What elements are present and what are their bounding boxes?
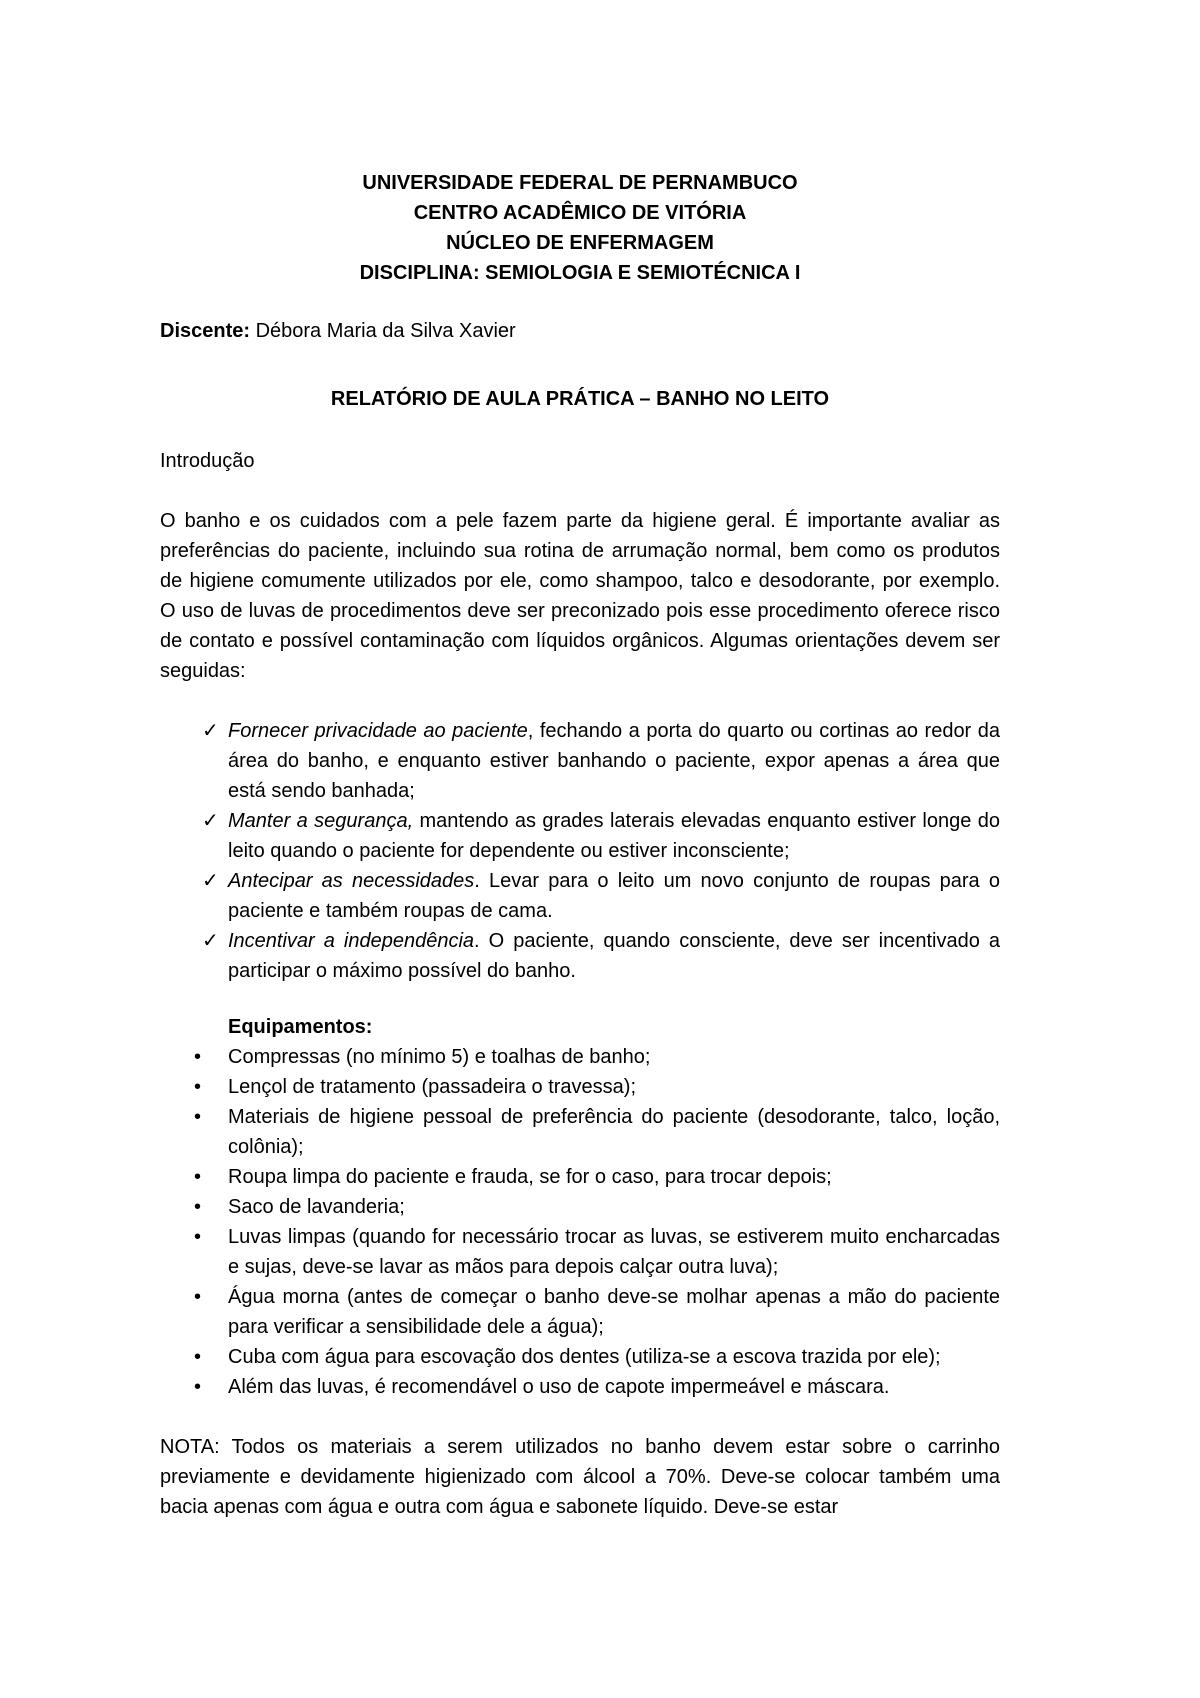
list-item (160, 1192, 1000, 1222)
header-line-disciplina: DISCIPLINA: SEMIOLOGIA E SEMIOTÉCNICA I (359, 262, 801, 284)
header-line-center: CENTRO ACADÊMICO DE VITÓRIA (413, 202, 747, 224)
list-item-text: Além das luvas, é recomendável o uso de capote impermeável e máscara. (228, 1376, 890, 1398)
list-item-text: Lençol de tratamento (passadeira o travessa); (228, 1076, 636, 1098)
checklist-item (160, 926, 1000, 986)
checklist-item-text: , fechando a porta do quarto ou cortinas ao redor da área do banho, e enquanto estiver banhando o paciente, expor apenas a área que está sendo banhada; (228, 720, 1000, 802)
list-item (160, 1042, 1000, 1072)
checklist-item-text: mantendo as grades laterais elevadas enquanto estiver longe do leito quando o paciente for dependente ou estiver inconsciente; (228, 810, 1000, 862)
checklist-item (160, 866, 1000, 926)
list-item-text: Água morna (antes de começar o banho deve-se molhar apenas a mão do paciente para verificar a sensibilidade dele a água); (228, 1286, 1000, 1338)
note-paragraph: NOTA: Todos os materiais a serem utilizados no banho devem estar sobre o carrinho previamente e devidamente higienizado com álcool a 70%. Deve-se colocar também uma bacia apenas com água e outra com água e sabonete líquido. Deve-se estar (160, 1436, 1000, 1518)
checkmark-icon: ✓ (202, 930, 219, 952)
list-item (160, 1162, 1000, 1192)
bullet-icon: • (194, 1346, 202, 1368)
checkmark-icon: ✓ (202, 720, 219, 742)
checklist-item-text: . Levar para o leito um novo conjunto de roupas para o paciente e também roupas de cama. (228, 870, 1000, 922)
bullet-icon: • (194, 1106, 202, 1128)
checklist-item-text: . O paciente, quando consciente, deve ser incentivado a participar o máximo possível do banho. (228, 930, 1000, 982)
header-line-university: UNIVERSIDADE FEDERAL DE PERNAMBUCO (362, 172, 798, 194)
checklist-item (160, 806, 1000, 866)
checklist-item-lead: Manter a segurança, (228, 810, 414, 832)
bullet-icon: • (194, 1226, 202, 1248)
intro-paragraph: O banho e os cuidados com a pele fazem parte da higiene geral. É importante avaliar as preferências do paciente, incluindo sua rotina de arrumação normal, bem como os produtos de higiene comumente utilizados por ele, como shampoo, talco e desodorante, por exemplo. O uso de luvas de procedimentos deve ser preconizado pois esse procedimento oferece risco de contato e possível contaminação com líquidos orgânicos. Algumas orientações devem ser seguidas: (160, 510, 1000, 682)
bullet-icon: • (194, 1196, 202, 1218)
checklist-item-lead: Fornecer privacidade ao paciente (228, 720, 528, 742)
equipment-heading: Equipamentos: (228, 1016, 373, 1038)
list-item (160, 1072, 1000, 1102)
list-item (160, 1372, 1000, 1402)
student-line (160, 316, 1000, 346)
checklist-item-lead: Antecipar as necessidades (228, 870, 475, 892)
student-label: Discente: (160, 320, 251, 342)
list-item (160, 1222, 1000, 1282)
list-item-text: Roupa limpa do paciente e frauda, se for o caso, para trocar depois; (228, 1166, 832, 1188)
bullet-icon: • (194, 1076, 202, 1098)
list-item-text: Luvas limpas (quando for necessário trocar as luvas, se estiverem muito encharcadas e sujas, deve-se lavar as mãos para depois calçar outra luva); (228, 1226, 1000, 1278)
list-item-text: Saco de lavanderia; (228, 1196, 405, 1218)
intro-heading: Introdução (160, 450, 255, 472)
checkmark-icon: ✓ (202, 870, 219, 892)
list-item (160, 1102, 1000, 1162)
list-item-text: Compressas (no mínimo 5) e toalhas de banho; (228, 1046, 651, 1068)
guidelines-checklist (160, 716, 1000, 986)
document-header (160, 168, 1000, 288)
page-title: RELATÓRIO DE AULA PRÁTICA – BANHO NO LEITO (330, 388, 830, 410)
bullet-icon: • (194, 1046, 202, 1068)
bullet-icon: • (194, 1166, 202, 1188)
bullet-icon: • (194, 1376, 202, 1398)
bullet-icon: • (194, 1286, 202, 1308)
list-item-text: Cuba com água para escovação dos dentes (utiliza-se a escova trazida por ele); (228, 1346, 941, 1368)
list-item (160, 1342, 1000, 1372)
equipment-list (160, 1042, 1000, 1402)
list-item (160, 1282, 1000, 1342)
checkmark-icon: ✓ (202, 810, 219, 832)
student-name: Débora Maria da Silva Xavier (250, 320, 516, 342)
header-line-nucleo: NÚCLEO DE ENFERMAGEM (446, 232, 714, 254)
checklist-item-lead: Incentivar a independência (228, 930, 475, 952)
list-item-text: Materiais de higiene pessoal de preferência do paciente (desodorante, talco, loção, colônia); (228, 1106, 1000, 1158)
checklist-item (160, 716, 1000, 806)
